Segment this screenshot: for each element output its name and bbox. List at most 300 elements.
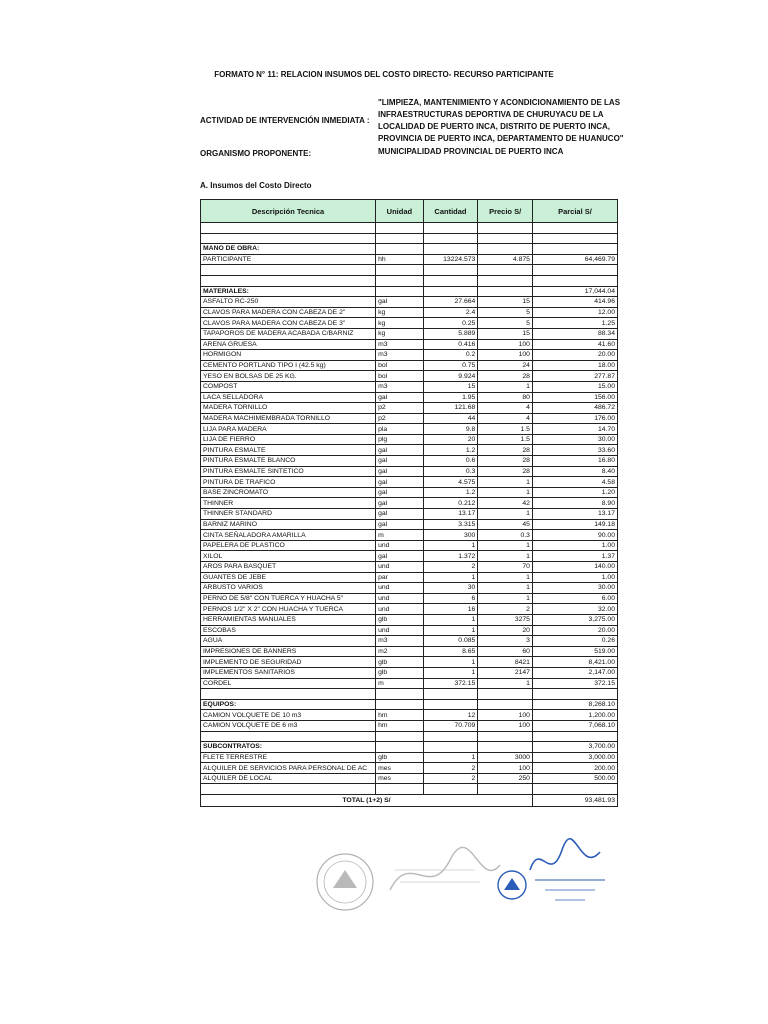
cell-partial: 8.40 bbox=[532, 466, 617, 477]
cell-unit: hm bbox=[376, 710, 424, 721]
cell-price: 28 bbox=[478, 466, 533, 477]
table-header-row bbox=[201, 200, 618, 223]
category-row bbox=[201, 742, 618, 753]
header-price: Precio S/ bbox=[478, 200, 533, 223]
cell-unit bbox=[376, 265, 424, 276]
cell-unit: m3 bbox=[376, 636, 424, 647]
cell-price: 60 bbox=[478, 646, 533, 657]
cell-partial: 32.00 bbox=[532, 604, 617, 615]
table-row bbox=[201, 487, 618, 498]
cell-partial: 41.60 bbox=[532, 339, 617, 350]
cell-description: ASFALTO RC-250 bbox=[201, 297, 376, 308]
blank-row bbox=[201, 233, 618, 244]
blank-row bbox=[201, 275, 618, 286]
cell-description: IMPLEMENTO DE SEGURIDAD bbox=[201, 657, 376, 668]
blank-row bbox=[201, 731, 618, 742]
cell-quantity: 12 bbox=[423, 710, 478, 721]
cell-partial: 88.34 bbox=[532, 328, 617, 339]
cell-quantity: 2 bbox=[423, 773, 478, 784]
cell-price bbox=[478, 699, 533, 710]
cell-quantity: 1.2 bbox=[423, 487, 478, 498]
blank-row bbox=[201, 265, 618, 276]
cell-description: LIJA DE FIERRO bbox=[201, 434, 376, 445]
cell-price: 80 bbox=[478, 392, 533, 403]
cell-unit: m bbox=[376, 678, 424, 689]
activity-line: LOCALIDAD DE PUERTO INCA, DISTRITO DE PUERTO INCA, bbox=[378, 122, 611, 131]
cell-quantity: 27.664 bbox=[423, 297, 478, 308]
cell-price: 1 bbox=[478, 593, 533, 604]
cell-description bbox=[201, 275, 376, 286]
cell-description: PINTURA DE TRAFICO bbox=[201, 477, 376, 488]
cell-description: ALQUILER DE SERVICIOS PARA PERSONAL DE AC bbox=[201, 763, 376, 774]
cell-partial: 64,469.79 bbox=[532, 254, 617, 265]
cell-quantity: 0.25 bbox=[423, 318, 478, 329]
org-value: MUNICIPALIDAD PROVINCIAL DE PUERTO INCA bbox=[378, 147, 564, 156]
cell-price bbox=[478, 233, 533, 244]
cell-unit: m3 bbox=[376, 350, 424, 361]
cell-description: PERNOS 1/2" X 2" CON HUACHA Y TUERCA bbox=[201, 604, 376, 615]
cell-unit bbox=[376, 223, 424, 234]
table-row bbox=[201, 297, 618, 308]
cell-description: CAMION VOLQUETE DE 10 m3 bbox=[201, 710, 376, 721]
cell-description: PINTURA ESMALTE bbox=[201, 445, 376, 456]
cell-price: 1 bbox=[478, 540, 533, 551]
cell-quantity bbox=[423, 742, 478, 753]
cell-description bbox=[201, 223, 376, 234]
table-row bbox=[201, 350, 618, 361]
cell-quantity: 1 bbox=[423, 572, 478, 583]
cell-price: 4 bbox=[478, 413, 533, 424]
cell-price: 3275 bbox=[478, 614, 533, 625]
cell-partial: 18.00 bbox=[532, 360, 617, 371]
cell-unit: glb bbox=[376, 614, 424, 625]
cell-partial: 3,000.00 bbox=[532, 752, 617, 763]
cell-partial: 8,421.00 bbox=[532, 657, 617, 668]
cell-unit bbox=[376, 286, 424, 297]
cell-quantity: 2.4 bbox=[423, 307, 478, 318]
activity-label: ACTIVIDAD DE INTERVENCIÓN INMEDIATA : bbox=[200, 116, 370, 125]
table-row bbox=[201, 720, 618, 731]
cell-price bbox=[478, 731, 533, 742]
cell-description: EQUIPOS: bbox=[201, 699, 376, 710]
header-partial: Parcial S/ bbox=[532, 200, 617, 223]
cell-unit: und bbox=[376, 540, 424, 551]
cell-quantity: 16 bbox=[423, 604, 478, 615]
cell-quantity: 0.085 bbox=[423, 636, 478, 647]
cell-price: 42 bbox=[478, 498, 533, 509]
cell-unit: bol bbox=[376, 360, 424, 371]
cell-unit: gal bbox=[376, 297, 424, 308]
cell-description: MATERIALES: bbox=[201, 286, 376, 297]
table-row bbox=[201, 583, 618, 594]
cell-description: THINNER STANDARD bbox=[201, 509, 376, 520]
cell-description: MADERA TORNILLO bbox=[201, 403, 376, 414]
cell-unit: und bbox=[376, 562, 424, 573]
cell-quantity: 1.372 bbox=[423, 551, 478, 562]
org-label: ORGANISMO PROPONENTE: bbox=[200, 149, 312, 158]
cell-unit: bol bbox=[376, 371, 424, 382]
cell-quantity: 0.3 bbox=[423, 466, 478, 477]
cell-unit: hm bbox=[376, 720, 424, 731]
table-row bbox=[201, 752, 618, 763]
cell-price: 5 bbox=[478, 318, 533, 329]
cell-partial: 1.37 bbox=[532, 551, 617, 562]
cell-unit bbox=[376, 742, 424, 753]
cell-unit: mes bbox=[376, 773, 424, 784]
table-row bbox=[201, 710, 618, 721]
cell-description: AGUA bbox=[201, 636, 376, 647]
cell-price: 3000 bbox=[478, 752, 533, 763]
cell-quantity: 0.75 bbox=[423, 360, 478, 371]
table-row bbox=[201, 445, 618, 456]
cell-unit: mes bbox=[376, 763, 424, 774]
cell-unit: kg bbox=[376, 318, 424, 329]
cell-partial: 12.00 bbox=[532, 307, 617, 318]
cell-unit: und bbox=[376, 604, 424, 615]
cell-partial: 15.00 bbox=[532, 381, 617, 392]
total-value: 93,481.93 bbox=[532, 795, 617, 807]
cell-partial bbox=[532, 689, 617, 700]
cell-price: 28 bbox=[478, 445, 533, 456]
cell-description: CLAVOS PARA MADERA CON CABEZA DE 2" bbox=[201, 307, 376, 318]
category-row bbox=[201, 699, 618, 710]
cell-partial bbox=[532, 244, 617, 255]
table-row bbox=[201, 424, 618, 435]
cell-quantity: 2 bbox=[423, 763, 478, 774]
cell-price bbox=[478, 286, 533, 297]
cell-unit bbox=[376, 689, 424, 700]
cell-description: XILOL bbox=[201, 551, 376, 562]
cell-quantity: 13224.573 bbox=[423, 254, 478, 265]
cell-price: 250 bbox=[478, 773, 533, 784]
cell-price bbox=[478, 275, 533, 286]
cell-quantity: 1 bbox=[423, 752, 478, 763]
cell-quantity bbox=[423, 223, 478, 234]
table-row bbox=[201, 307, 618, 318]
cell-price: 1 bbox=[478, 477, 533, 488]
cell-quantity: 121.68 bbox=[423, 403, 478, 414]
cell-description: CEMENTO PORTLAND TIPO I (42.5 kg) bbox=[201, 360, 376, 371]
cell-price: 28 bbox=[478, 371, 533, 382]
cell-description bbox=[201, 233, 376, 244]
table-row bbox=[201, 636, 618, 647]
cell-quantity bbox=[423, 233, 478, 244]
cell-description: MANO DE OBRA: bbox=[201, 244, 376, 255]
table-row bbox=[201, 540, 618, 551]
cell-partial bbox=[532, 233, 617, 244]
cell-partial: 33.60 bbox=[532, 445, 617, 456]
cell-description bbox=[201, 731, 376, 742]
cell-price: 5 bbox=[478, 307, 533, 318]
cell-partial: 20.00 bbox=[532, 350, 617, 361]
cell-unit: und bbox=[376, 583, 424, 594]
cell-price: 1 bbox=[478, 487, 533, 498]
table-row bbox=[201, 572, 618, 583]
cell-partial: 500.00 bbox=[532, 773, 617, 784]
cell-partial: 1.00 bbox=[532, 540, 617, 551]
cell-partial: 3,275.00 bbox=[532, 614, 617, 625]
table-row bbox=[201, 614, 618, 625]
cell-unit: und bbox=[376, 625, 424, 636]
cell-description: CLAVOS PARA MADERA CON CABEZA DE 3" bbox=[201, 318, 376, 329]
cell-partial: 8,268.10 bbox=[532, 699, 617, 710]
cell-description: LACA SELLADORA bbox=[201, 392, 376, 403]
cell-price: 4 bbox=[478, 403, 533, 414]
cell-quantity: 20 bbox=[423, 434, 478, 445]
cell-description: HORMIGON bbox=[201, 350, 376, 361]
cell-unit: hh bbox=[376, 254, 424, 265]
cell-partial: 6.00 bbox=[532, 593, 617, 604]
cell-quantity: 13.17 bbox=[423, 509, 478, 520]
cell-description: BASE ZINCROMATO bbox=[201, 487, 376, 498]
cell-description bbox=[201, 784, 376, 795]
cell-price: 20 bbox=[478, 625, 533, 636]
cell-description: CINTA SEÑALADORA AMARILLA bbox=[201, 530, 376, 541]
cell-description: ARBUSTO VARIOS bbox=[201, 583, 376, 594]
table-body bbox=[201, 223, 618, 795]
cell-partial: 4.58 bbox=[532, 477, 617, 488]
cell-description: COMPOST bbox=[201, 381, 376, 392]
cell-unit: m2 bbox=[376, 646, 424, 657]
table-row bbox=[201, 625, 618, 636]
cell-description: ALQUILER DE LOCAL bbox=[201, 773, 376, 784]
cell-price: 1 bbox=[478, 381, 533, 392]
cell-unit: gal bbox=[376, 466, 424, 477]
cell-quantity bbox=[423, 689, 478, 700]
cell-quantity: 1 bbox=[423, 625, 478, 636]
cell-description bbox=[201, 265, 376, 276]
cell-partial bbox=[532, 784, 617, 795]
cell-unit bbox=[376, 784, 424, 795]
section-heading: A. Insumos del Costo Directo bbox=[200, 181, 312, 190]
cell-unit bbox=[376, 233, 424, 244]
cell-price: 100 bbox=[478, 710, 533, 721]
cell-partial bbox=[532, 223, 617, 234]
cell-quantity: 0.212 bbox=[423, 498, 478, 509]
cell-unit: par bbox=[376, 572, 424, 583]
cell-quantity bbox=[423, 275, 478, 286]
cell-quantity: 5.889 bbox=[423, 328, 478, 339]
cell-unit: und bbox=[376, 593, 424, 604]
cell-description: THINNER bbox=[201, 498, 376, 509]
cell-description: TAPAPOROS DE MADERA ACABADA C/BARNIZ bbox=[201, 328, 376, 339]
cell-unit: gal bbox=[376, 456, 424, 467]
cell-description: LIJA PARA MADERA bbox=[201, 424, 376, 435]
activity-value bbox=[378, 97, 628, 145]
cell-price: 15 bbox=[478, 297, 533, 308]
table-row bbox=[201, 371, 618, 382]
left-stamp bbox=[317, 847, 500, 910]
cell-description: GUANTES DE JEBE bbox=[201, 572, 376, 583]
cell-unit: kg bbox=[376, 328, 424, 339]
cell-unit: glb bbox=[376, 752, 424, 763]
cell-description: SUBCONTRATOS: bbox=[201, 742, 376, 753]
cell-price: 45 bbox=[478, 519, 533, 530]
cell-price: 100 bbox=[478, 339, 533, 350]
cell-partial: 156.00 bbox=[532, 392, 617, 403]
cell-description: IMPLEMENTOS SANITARIOS bbox=[201, 667, 376, 678]
table-row bbox=[201, 519, 618, 530]
table-row bbox=[201, 530, 618, 541]
table-row bbox=[201, 328, 618, 339]
activity-line: INFRAESTRUCTURAS DEPORTIVA DE CHURUYACU DE LA bbox=[378, 110, 604, 119]
cell-partial: 2,147.00 bbox=[532, 667, 617, 678]
cell-price: 8421 bbox=[478, 657, 533, 668]
header-description: Descripción Tecnica bbox=[201, 200, 376, 223]
cell-partial: 20.00 bbox=[532, 625, 617, 636]
cell-description: MADERA MACHIMEMBRADA TORNILLO bbox=[201, 413, 376, 424]
cell-unit: p2 bbox=[376, 403, 424, 414]
cell-price bbox=[478, 244, 533, 255]
cell-description: PARTICIPANTE bbox=[201, 254, 376, 265]
cell-description: YESO EN BOLSAS DE 25 KG. bbox=[201, 371, 376, 382]
table-row bbox=[201, 381, 618, 392]
cell-partial: 176.00 bbox=[532, 413, 617, 424]
cell-unit bbox=[376, 699, 424, 710]
cell-partial bbox=[532, 265, 617, 276]
cell-partial: 16.80 bbox=[532, 456, 617, 467]
blank-row bbox=[201, 689, 618, 700]
cell-unit: glb bbox=[376, 667, 424, 678]
inputs-table bbox=[200, 199, 618, 807]
cell-price: 1 bbox=[478, 509, 533, 520]
cell-quantity bbox=[423, 784, 478, 795]
document-title: FORMATO N° 11: RELACION INSUMOS DEL COSTO DIRECTO- RECURSO PARTICIPANTE bbox=[214, 70, 554, 79]
blank-row bbox=[201, 223, 618, 234]
table-row bbox=[201, 318, 618, 329]
table-row bbox=[201, 763, 618, 774]
cell-price: 70 bbox=[478, 562, 533, 573]
cell-partial: 200.00 bbox=[532, 763, 617, 774]
table-row bbox=[201, 392, 618, 403]
cell-price bbox=[478, 689, 533, 700]
table-row bbox=[201, 678, 618, 689]
cell-price: 100 bbox=[478, 350, 533, 361]
cell-quantity: 15 bbox=[423, 381, 478, 392]
cell-price: 2 bbox=[478, 604, 533, 615]
cell-partial: 277.87 bbox=[532, 371, 617, 382]
cell-partial: 90.00 bbox=[532, 530, 617, 541]
signatures-and-stamps bbox=[300, 830, 620, 920]
cell-price: 100 bbox=[478, 763, 533, 774]
cell-quantity bbox=[423, 731, 478, 742]
cell-description: IMPRESIONES DE BANNERS bbox=[201, 646, 376, 657]
cell-price: 1 bbox=[478, 551, 533, 562]
cell-unit: gal bbox=[376, 477, 424, 488]
category-row bbox=[201, 286, 618, 297]
cell-quantity: 9.8 bbox=[423, 424, 478, 435]
cell-quantity: 0.2 bbox=[423, 350, 478, 361]
cell-partial: 3,700.00 bbox=[532, 742, 617, 753]
cell-partial: 14.70 bbox=[532, 424, 617, 435]
cell-price: 3 bbox=[478, 636, 533, 647]
cell-unit: m3 bbox=[376, 339, 424, 350]
cell-quantity bbox=[423, 286, 478, 297]
cell-partial: 414.96 bbox=[532, 297, 617, 308]
cell-quantity bbox=[423, 244, 478, 255]
cell-unit bbox=[376, 244, 424, 255]
total-label: TOTAL (1+2) S/ bbox=[201, 795, 533, 807]
cell-price: 15 bbox=[478, 328, 533, 339]
cell-description: CAMION VOLQUETE DE 6 m3 bbox=[201, 720, 376, 731]
cell-partial: 149.18 bbox=[532, 519, 617, 530]
cell-unit: gal bbox=[376, 498, 424, 509]
cell-price: 28 bbox=[478, 456, 533, 467]
cell-description: PAPELERA DE PLASTICO bbox=[201, 540, 376, 551]
cell-quantity: 70.709 bbox=[423, 720, 478, 731]
cell-description: PINTURA ESMALTE SINTETICO bbox=[201, 466, 376, 477]
table-row bbox=[201, 604, 618, 615]
cell-partial bbox=[532, 275, 617, 286]
cell-price: 24 bbox=[478, 360, 533, 371]
cell-partial: 0.26 bbox=[532, 636, 617, 647]
cell-quantity: 0.6 bbox=[423, 456, 478, 467]
cell-unit: m bbox=[376, 530, 424, 541]
cell-partial: 140.00 bbox=[532, 562, 617, 573]
cell-unit: gal bbox=[376, 392, 424, 403]
table-row bbox=[201, 403, 618, 414]
cell-quantity: 44 bbox=[423, 413, 478, 424]
cell-quantity bbox=[423, 699, 478, 710]
header-quantity: Cantidad bbox=[423, 200, 478, 223]
cell-price: 1 bbox=[478, 583, 533, 594]
cell-price: 1.5 bbox=[478, 424, 533, 435]
table-row bbox=[201, 466, 618, 477]
cell-description: ESCOBAS bbox=[201, 625, 376, 636]
cell-unit: glb bbox=[376, 657, 424, 668]
cell-partial: 1.00 bbox=[532, 572, 617, 583]
cell-unit: pla bbox=[376, 424, 424, 435]
cell-description: CORDEL bbox=[201, 678, 376, 689]
table-row bbox=[201, 339, 618, 350]
cell-unit: m3 bbox=[376, 381, 424, 392]
cell-partial: 13.17 bbox=[532, 509, 617, 520]
cell-quantity: 8.65 bbox=[423, 646, 478, 657]
cell-description: FLETE TERRESTRE bbox=[201, 752, 376, 763]
table-row bbox=[201, 667, 618, 678]
cell-partial: 8.90 bbox=[532, 498, 617, 509]
cell-price: 2147 bbox=[478, 667, 533, 678]
cell-quantity: 9.924 bbox=[423, 371, 478, 382]
cell-unit bbox=[376, 275, 424, 286]
table-row bbox=[201, 562, 618, 573]
cell-unit: gal bbox=[376, 487, 424, 498]
cell-quantity: 6 bbox=[423, 593, 478, 604]
table-row bbox=[201, 498, 618, 509]
cell-unit: kg bbox=[376, 307, 424, 318]
cell-partial: 1.20 bbox=[532, 487, 617, 498]
cell-partial: 7,068.10 bbox=[532, 720, 617, 731]
category-row bbox=[201, 244, 618, 255]
cell-quantity: 1 bbox=[423, 540, 478, 551]
cell-partial: 372.15 bbox=[532, 678, 617, 689]
table-row bbox=[201, 646, 618, 657]
table-row bbox=[201, 657, 618, 668]
cell-partial bbox=[532, 731, 617, 742]
cell-partial: 486.72 bbox=[532, 403, 617, 414]
cell-price: 100 bbox=[478, 720, 533, 731]
cell-price: 1 bbox=[478, 572, 533, 583]
cell-quantity: 1 bbox=[423, 667, 478, 678]
cell-price: 0.3 bbox=[478, 530, 533, 541]
cell-description: HERRAMIENTAS MANUALES bbox=[201, 614, 376, 625]
cell-unit: gal bbox=[376, 519, 424, 530]
cell-quantity: 2 bbox=[423, 562, 478, 573]
cell-quantity: 0.416 bbox=[423, 339, 478, 350]
cell-quantity: 300 bbox=[423, 530, 478, 541]
right-stamp bbox=[498, 839, 605, 900]
cell-description bbox=[201, 689, 376, 700]
